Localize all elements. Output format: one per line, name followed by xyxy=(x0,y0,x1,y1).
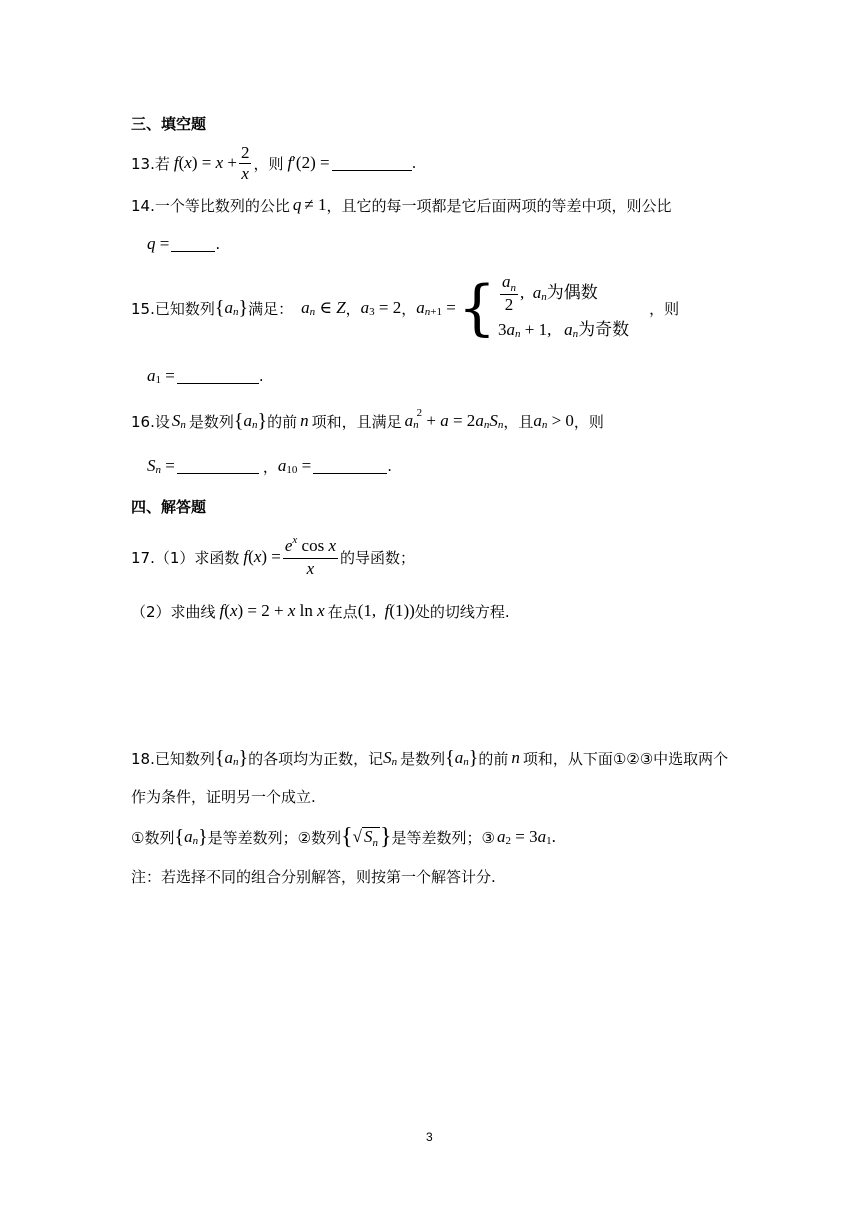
question-13: 13.若 f ( x ) = x + $\frac{2}{x}$ ，则 f ′(2) = . xyxy=(131,142,417,183)
q16-sn-blank[interactable] xyxy=(177,459,259,474)
question-16: 16.设 S n 是数列 { a n } 的前 n 项和，且满足 a n 2 + a = 2 a n S n ，且 a n > 0 ，则 xyxy=(131,407,604,432)
question-18-note: 注：若选择不同的组合分别解答，则按第一个解答计分. xyxy=(131,868,496,886)
q16-label: 16.设 xyxy=(131,412,170,431)
q14-text: ，且它的每一项都是它后面两项的等差中项，则公比 xyxy=(326,196,672,215)
question-15-answer: a 1 = . xyxy=(147,366,264,386)
question-14: 14.一个等比数列的公比 q ≠ 1 ，且它的每一项都是它后面两项的等差中项，则公比 xyxy=(131,195,672,215)
q17-fraction: $\frac{e^x \cos x}{x}$ xyxy=(284,533,337,578)
q16-a10-blank[interactable] xyxy=(313,459,387,474)
question-18-line3: ①数列 { a n } 是等差数列；②数列 { √ $S_n$ } 是等差数列；③ a 2 = 3 a 1 . xyxy=(131,823,556,850)
question-18-line2: 作为条件，证明另一个成立. xyxy=(131,788,316,806)
q15-answer-blank[interactable] xyxy=(177,369,259,384)
q13-answer-blank[interactable] xyxy=(332,156,412,171)
question-17-part2: （2）求曲线 f ( x ) = 2 + x ln x 在点 (1, f (1)) 处的切线方程. xyxy=(131,601,510,621)
q14-answer-blank[interactable] xyxy=(171,237,215,252)
q17-label: 17.（1）求函数 xyxy=(131,548,240,567)
q18-label: 18.已知数列 xyxy=(131,749,215,768)
q13-formula: f xyxy=(173,153,179,172)
q14-label: 14.一个等比数列的公比 xyxy=(131,196,290,215)
question-18-line1: 18.已知数列 { a n } 的各项均为正数，记 S n 是数列 { a n } 的前 n 项和，从下面①②③中选取两个 xyxy=(131,746,729,769)
section-heading-solutions: 四、解答题 xyxy=(131,498,207,516)
question-15: 15.已知数列 { a n } 满足： a n ∈ Z ， a 3 = 2 ， a n +1 = { $\frac{a_n}{2}$ , a n 为偶数 3 a n + 1, a n 为奇数 ，则 xyxy=(131,271,680,343)
q13-fraction: $\frac{2}{x}$ xyxy=(240,142,250,183)
q13-then: ，则 xyxy=(253,154,284,173)
page-number: 3 xyxy=(426,1130,433,1144)
section-heading-fill-in: 三、填空题 xyxy=(131,115,207,133)
q15-label: 15.已知数列 xyxy=(131,299,215,318)
q13-label: 13.若 xyxy=(131,154,170,173)
question-16-answer: S n = ， a 10 = . xyxy=(147,456,392,476)
q15-piecewise: $\frac{a_n}{2}$ , a n 为偶数 3 a n + 1, a n 为奇数 xyxy=(498,271,630,340)
question-14-answer: q = . xyxy=(147,234,221,253)
question-17-part1: 17.（1）求函数 f ( x ) = $\frac{e^x \cos x}{x}$ 的导函数； xyxy=(131,533,416,578)
